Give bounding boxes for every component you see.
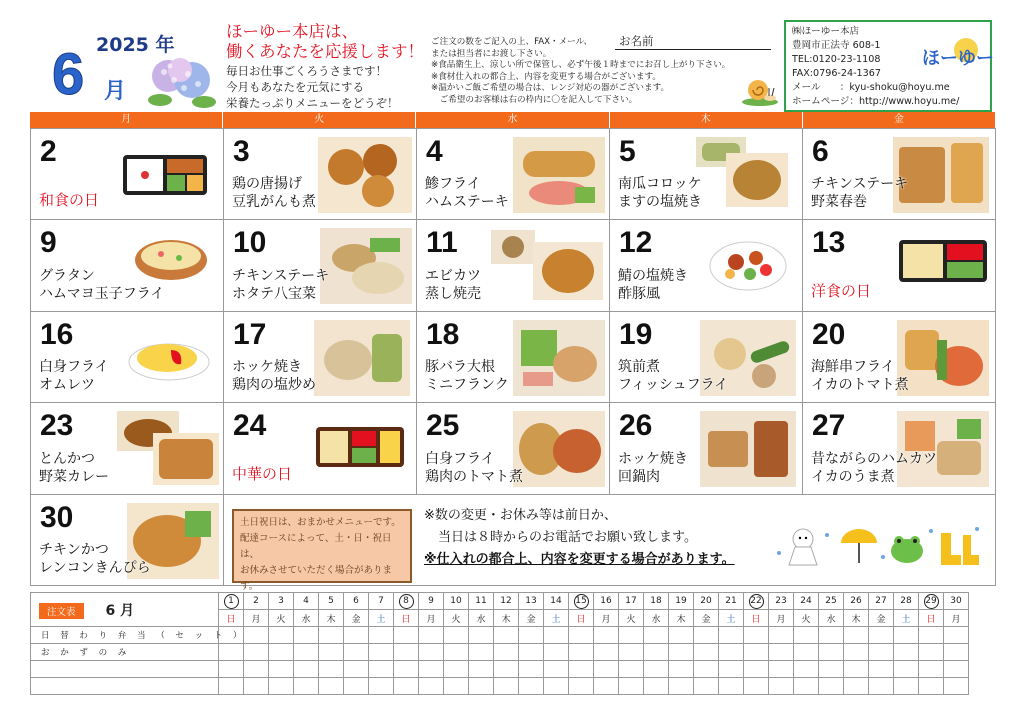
order-quantity-cell[interactable] — [369, 644, 394, 661]
order-quantity-cell[interactable] — [669, 661, 694, 678]
order-weekday: 水 — [469, 610, 494, 627]
order-input-row — [31, 644, 969, 661]
order-quantity-cell[interactable] — [244, 627, 269, 644]
order-quantity-cell[interactable] — [844, 678, 869, 695]
order-date: 16 — [594, 593, 619, 610]
order-quantity-cell[interactable] — [644, 661, 669, 678]
order-input-row — [31, 627, 969, 644]
order-weekday: 土 — [894, 610, 919, 627]
order-weekday: 日 — [919, 610, 944, 627]
order-quantity-cell[interactable] — [594, 627, 619, 644]
order-quantity-cell[interactable] — [294, 644, 319, 661]
order-date: 26 — [844, 593, 869, 610]
order-weekday: 日 — [569, 610, 594, 627]
order-quantity-cell[interactable] — [469, 661, 494, 678]
holiday-note: 土日祝日は、おまかせメニューです。 配達コースによって、土・日・祝日は、 お休みさせていただく場合があります。 — [232, 509, 412, 583]
order-quantity-cell[interactable] — [669, 627, 694, 644]
order-date: 15 — [569, 593, 594, 610]
calendar-day — [417, 403, 610, 494]
order-quantity-cell[interactable] — [944, 661, 969, 678]
dish-names: 鯵フライ ハムステーキ — [425, 176, 509, 211]
order-quantity-cell[interactable] — [269, 661, 294, 678]
calendar-day — [610, 129, 803, 220]
calendar-day — [803, 129, 996, 220]
order-date: 29 — [919, 593, 944, 610]
hydrangea-icon — [140, 50, 222, 114]
order-weekday: 火 — [444, 610, 469, 627]
order-quantity-cell[interactable] — [494, 627, 519, 644]
food-photo — [491, 230, 535, 264]
order-quantity-cell[interactable] — [694, 661, 719, 678]
dish-names: 鯖の塩焼き 酢豚風 — [618, 267, 688, 302]
order-quantity-cell[interactable] — [719, 661, 744, 678]
order-quantity-cell[interactable] — [269, 644, 294, 661]
order-weekday: 水 — [819, 610, 844, 627]
dish-names: グラタン ハムマヨ玉子フライ — [39, 267, 165, 302]
order-date: 14 — [544, 593, 569, 610]
food-photo — [513, 320, 605, 396]
order-date: 19 — [669, 593, 694, 610]
order-quantity-cell[interactable] — [644, 627, 669, 644]
order-date: 30 — [944, 593, 969, 610]
order-weekday: 金 — [344, 610, 369, 627]
food-photo — [314, 320, 410, 396]
greeting-text: 毎日お仕事ごくろうさまです！ 今月もあなたを元気にする 栄養たっぷりメニューをどうぞ！ — [226, 64, 399, 110]
calendar-day — [803, 312, 996, 403]
calendar-day — [803, 403, 996, 494]
order-weekday: 水 — [644, 610, 669, 627]
order-row-label: お か ず の み — [31, 644, 219, 661]
order-weekday: 月 — [594, 610, 619, 627]
dish-names: 白身フライ オムレツ — [39, 359, 109, 394]
order-quantity-cell[interactable] — [219, 678, 244, 695]
order-quantity-cell[interactable] — [869, 644, 894, 661]
order-quantity-cell[interactable] — [894, 627, 919, 644]
order-quantity-cell[interactable] — [469, 627, 494, 644]
order-quantity-cell[interactable] — [444, 644, 469, 661]
order-weekday: 日 — [394, 610, 419, 627]
day-number: 9 — [40, 226, 57, 260]
dish-names: ホッケ焼き 鶏肉の塩炒め — [232, 359, 316, 394]
order-weekday: 日 — [219, 610, 244, 627]
order-quantity-cell[interactable] — [669, 678, 694, 695]
omelet-illustration — [127, 332, 211, 384]
order-date: 8 — [394, 593, 419, 610]
calendar-day — [224, 403, 417, 494]
dish-names: 豚バラ大根 ミニフランク — [425, 359, 509, 394]
calendar-day — [31, 312, 224, 403]
company-info: ㈱ほーゆー本店 豊岡市正法寺 608-1 TEL:0120-23-1108 FAX:0796-24-1367 メール ：kyu-shoku@hoyu.me ホームページ：http://www.hoyu.me/ ほーゆー — [784, 20, 992, 112]
order-weekday: 土 — [369, 610, 394, 627]
order-weekday: 土 — [544, 610, 569, 627]
weekday-fri: 金 — [803, 112, 996, 128]
order-quantity-cell[interactable] — [819, 661, 844, 678]
order-weekday: 木 — [844, 610, 869, 627]
day-number: 5 — [619, 135, 636, 168]
order-date: 9 — [419, 593, 444, 610]
order-date: 2 — [244, 593, 269, 610]
order-quantity-cell[interactable] — [219, 661, 244, 678]
order-quantity-cell[interactable] — [369, 661, 394, 678]
dish-names: 筑前煮 フィッシュフライ — [618, 359, 729, 394]
order-input-row — [31, 661, 969, 678]
day-number: 13 — [812, 226, 846, 260]
order-quantity-cell[interactable] — [219, 644, 244, 661]
dish-names: 白身フライ 鶏肉のトマト煮 — [425, 450, 523, 485]
order-weekday: 金 — [519, 610, 544, 627]
order-quantity-cell[interactable] — [544, 627, 569, 644]
calendar-day — [224, 129, 417, 220]
calendar-day — [417, 220, 610, 311]
order-table — [30, 592, 969, 695]
order-date: 3 — [269, 593, 294, 610]
order-weekday: 月 — [944, 610, 969, 627]
order-quantity-cell[interactable] — [244, 678, 269, 695]
order-quantity-cell[interactable] — [719, 644, 744, 661]
order-quantity-cell[interactable] — [319, 661, 344, 678]
calendar-day — [224, 220, 417, 311]
name-label: お名前 — [619, 34, 654, 48]
calendar-day — [31, 129, 224, 220]
order-quantity-cell[interactable] — [944, 627, 969, 644]
subuta-illustration — [706, 234, 790, 294]
order-quantity-cell[interactable] — [769, 644, 794, 661]
food-photo — [320, 228, 412, 304]
order-quantity-cell[interactable] — [369, 678, 394, 695]
order-quantity-cell[interactable] — [694, 644, 719, 661]
special-day-label: 中華の日 — [232, 465, 293, 484]
order-quantity-cell[interactable] — [544, 678, 569, 695]
order-title-cell — [31, 593, 219, 627]
order-date: 28 — [894, 593, 919, 610]
order-quantity-cell[interactable] — [294, 627, 319, 644]
day-number: 2 — [40, 135, 57, 168]
dish-names: ホッケ焼き 回鍋肉 — [618, 450, 688, 485]
order-quantity-cell[interactable] — [294, 661, 319, 678]
weekday-bar — [30, 112, 996, 128]
calendar-day — [31, 495, 224, 586]
menu-calendar — [30, 128, 996, 592]
day-number: 20 — [812, 317, 846, 351]
order-quantity-cell[interactable] — [769, 627, 794, 644]
dish-names: チキンかつ レンコンきんぴら — [39, 542, 151, 576]
order-quantity-cell[interactable] — [844, 661, 869, 678]
order-quantity-cell[interactable] — [794, 627, 819, 644]
dish-names: 南瓜コロッケ ますの塩焼き — [618, 176, 702, 211]
order-date: 11 — [469, 593, 494, 610]
order-quantity-cell[interactable] — [444, 678, 469, 695]
order-date: 5 — [319, 593, 344, 610]
order-weekday: 火 — [619, 610, 644, 627]
order-quantity-cell[interactable] — [544, 661, 569, 678]
order-input-row — [31, 678, 969, 695]
day-number: 27 — [812, 409, 846, 443]
order-quantity-cell[interactable] — [344, 661, 369, 678]
day-number: 18 — [426, 317, 460, 351]
order-tag: 注文表 — [39, 603, 84, 619]
dish-names: 海鮮串フライ イカのトマト煮 — [811, 359, 909, 394]
header — [30, 16, 996, 112]
order-quantity-cell[interactable] — [619, 661, 644, 678]
order-date: 12 — [494, 593, 519, 610]
order-weekday: 木 — [319, 610, 344, 627]
order-date: 13 — [519, 593, 544, 610]
weekday-tue: 火 — [223, 112, 416, 128]
order-quantity-cell[interactable] — [819, 644, 844, 661]
notice-area — [224, 495, 996, 592]
calendar-day — [417, 129, 610, 220]
order-quantity-cell[interactable] — [944, 678, 969, 695]
snail-icon — [738, 72, 780, 108]
food-photo — [513, 411, 605, 487]
day-number: 16 — [40, 317, 74, 351]
order-quantity-cell[interactable] — [644, 678, 669, 695]
special-day-label: 洋食の日 — [811, 282, 872, 301]
order-quantity-cell[interactable] — [844, 627, 869, 644]
order-quantity-cell[interactable] — [419, 678, 444, 695]
order-quantity-cell[interactable] — [869, 661, 894, 678]
order-date: 27 — [869, 593, 894, 610]
order-weekday: 火 — [794, 610, 819, 627]
day-number: 3 — [233, 135, 250, 168]
order-quantity-cell[interactable] — [319, 678, 344, 695]
order-month: 6 月 — [105, 602, 135, 619]
order-quantity-cell[interactable] — [644, 644, 669, 661]
day-number: 19 — [619, 317, 653, 351]
weekday-thu: 木 — [610, 112, 803, 128]
order-quantity-cell[interactable] — [619, 678, 644, 695]
calendar-day — [31, 220, 224, 311]
order-quantity-cell[interactable] — [569, 627, 594, 644]
dish-names: チキンステーキ 野菜春巻 — [811, 176, 909, 211]
month-kanji: 月 — [104, 79, 127, 104]
order-quantity-cell[interactable] — [744, 661, 769, 678]
order-quantity-cell[interactable] — [519, 678, 544, 695]
order-quantity-cell[interactable] — [469, 678, 494, 695]
order-date: 7 — [369, 593, 394, 610]
order-weekday: 月 — [244, 610, 269, 627]
order-quantity-cell[interactable] — [719, 678, 744, 695]
order-quantity-cell[interactable] — [744, 644, 769, 661]
day-number: 10 — [233, 226, 267, 260]
order-quantity-cell[interactable] — [819, 627, 844, 644]
order-quantity-cell[interactable] — [419, 627, 444, 644]
order-quantity-cell[interactable] — [544, 644, 569, 661]
year-label: 2025 年 — [96, 34, 175, 56]
order-quantity-cell[interactable] — [769, 661, 794, 678]
order-quantity-cell[interactable] — [419, 661, 444, 678]
order-quantity-cell[interactable] — [944, 644, 969, 661]
order-quantity-cell[interactable] — [594, 644, 619, 661]
order-quantity-cell[interactable] — [619, 627, 644, 644]
order-quantity-cell[interactable] — [444, 627, 469, 644]
order-row-label — [31, 661, 219, 678]
order-quantity-cell[interactable] — [919, 627, 944, 644]
month-number: 6 — [52, 42, 85, 107]
bento-illustration — [314, 423, 406, 471]
order-quantity-cell[interactable] — [519, 661, 544, 678]
calendar-day — [610, 403, 803, 494]
dish-names: 昔ながらのハムカツ イカのうま煮 — [811, 450, 937, 485]
order-quantity-cell[interactable] — [894, 644, 919, 661]
order-quantity-cell[interactable] — [819, 678, 844, 695]
order-quantity-cell[interactable] — [619, 644, 644, 661]
order-quantity-cell[interactable] — [369, 627, 394, 644]
order-quantity-cell[interactable] — [794, 644, 819, 661]
order-quantity-cell[interactable] — [869, 627, 894, 644]
order-weekday: 日 — [744, 610, 769, 627]
order-quantity-cell[interactable] — [794, 678, 819, 695]
order-quantity-cell[interactable] — [519, 644, 544, 661]
order-quantity-cell[interactable] — [344, 644, 369, 661]
dish-names: チキンステーキ ホタテ八宝菜 — [232, 267, 330, 302]
order-quantity-cell[interactable] — [419, 644, 444, 661]
calendar-day — [610, 312, 803, 403]
order-quantity-cell[interactable] — [494, 678, 519, 695]
order-notes: ご注文の数をご記入の上、FAX・メール、 または担当者にお渡し下さい。 ※食品衛生上、涼しい所で保管し、必ず午後１時までにお召し上がり下さい。 ※食材仕入れの都合上、内容を変更する場合がございます。 ※温かいご飯ご希望の場合は、レンジ対応の器がございます。 ご希望のお客様は右の枠内に〇を記入して下さい。 — [431, 37, 731, 105]
order-quantity-cell[interactable] — [594, 661, 619, 678]
order-quantity-cell[interactable] — [794, 661, 819, 678]
order-quantity-cell[interactable] — [344, 678, 369, 695]
calendar-day — [803, 220, 996, 311]
order-quantity-cell[interactable] — [844, 644, 869, 661]
order-date: 24 — [794, 593, 819, 610]
order-quantity-cell[interactable] — [694, 678, 719, 695]
order-date: 1 — [219, 593, 244, 610]
calendar-day — [417, 312, 610, 403]
order-quantity-cell[interactable] — [244, 644, 269, 661]
order-quantity-cell[interactable] — [769, 678, 794, 695]
day-number: 6 — [812, 135, 829, 168]
order-quantity-cell[interactable] — [269, 678, 294, 695]
day-number: 23 — [40, 409, 74, 443]
order-quantity-cell[interactable] — [394, 678, 419, 695]
calendar-day — [610, 220, 803, 311]
food-photo — [700, 411, 796, 487]
order-quantity-cell[interactable] — [319, 627, 344, 644]
order-weekday: 木 — [494, 610, 519, 627]
order-quantity-cell[interactable] — [569, 644, 594, 661]
order-quantity-cell[interactable] — [919, 661, 944, 678]
order-quantity-cell[interactable] — [919, 678, 944, 695]
order-quantity-cell[interactable] — [894, 661, 919, 678]
order-weekday: 水 — [294, 610, 319, 627]
day-number: 12 — [619, 226, 653, 260]
food-photo — [513, 137, 605, 213]
order-date: 6 — [344, 593, 369, 610]
rainy-season-decoration — [771, 523, 983, 569]
dish-names: 鶏の唐揚げ 豆乳がんも煮 — [232, 176, 316, 211]
order-weekday: 月 — [419, 610, 444, 627]
special-day-label: 和食の日 — [39, 191, 100, 209]
order-date: 4 — [294, 593, 319, 610]
order-quantity-cell[interactable] — [394, 627, 419, 644]
order-quantity-cell[interactable] — [719, 627, 744, 644]
order-quantity-cell[interactable] — [294, 678, 319, 695]
bento-illustration — [897, 236, 989, 286]
food-photo — [533, 242, 603, 300]
day-number: 30 — [40, 500, 74, 534]
order-quantity-cell[interactable] — [319, 644, 344, 661]
order-quantity-cell[interactable] — [494, 644, 519, 661]
day-number: 4 — [426, 135, 443, 168]
order-row-label — [31, 678, 219, 695]
order-quantity-cell[interactable] — [469, 644, 494, 661]
order-quantity-cell[interactable] — [694, 627, 719, 644]
svg-text:ほーゆー: ほーゆー — [922, 48, 994, 69]
day-number: 24 — [233, 409, 267, 443]
order-quantity-cell[interactable] — [669, 644, 694, 661]
order-date: 20 — [694, 593, 719, 610]
food-photo — [153, 433, 219, 485]
day-number: 26 — [619, 409, 653, 443]
order-weekday: 木 — [669, 610, 694, 627]
order-quantity-cell[interactable] — [394, 644, 419, 661]
order-date: 18 — [644, 593, 669, 610]
change-notice: ※数の変更・お休み等は前日か、 当日は８時からのお電話でお願い致します。 ※仕入れの都合上、内容を変更する場合があります。 — [424, 507, 735, 567]
order-row-label: 日 替 わ り 弁 当 （ セ ッ ト ） — [31, 627, 219, 644]
order-quantity-cell[interactable] — [269, 627, 294, 644]
order-date: 25 — [819, 593, 844, 610]
bento-illustration — [119, 145, 211, 199]
order-date: 10 — [444, 593, 469, 610]
order-quantity-cell[interactable] — [744, 678, 769, 695]
order-date: 23 — [769, 593, 794, 610]
weekday-mon: 月 — [30, 112, 223, 128]
order-quantity-cell[interactable] — [569, 661, 594, 678]
order-quantity-cell[interactable] — [894, 678, 919, 695]
food-photo — [726, 153, 788, 207]
order-weekday: 金 — [694, 610, 719, 627]
slogan: ほーゆー本店は、 働くあなたを応援します！ — [226, 22, 424, 61]
food-photo — [897, 320, 989, 396]
order-weekday: 火 — [269, 610, 294, 627]
order-weekday: 土 — [719, 610, 744, 627]
order-quantity-cell[interactable] — [594, 678, 619, 695]
calendar-day — [224, 312, 417, 403]
company-logo — [920, 30, 994, 76]
order-quantity-cell[interactable] — [744, 627, 769, 644]
order-quantity-cell[interactable] — [869, 678, 894, 695]
order-date: 22 — [744, 593, 769, 610]
day-number: 17 — [233, 317, 267, 351]
food-photo — [318, 137, 412, 213]
order-quantity-cell[interactable] — [244, 661, 269, 678]
order-quantity-cell[interactable] — [344, 627, 369, 644]
order-quantity-cell[interactable] — [919, 644, 944, 661]
dish-names: とんかつ 野菜カレー — [39, 450, 109, 485]
order-weekday: 月 — [769, 610, 794, 627]
order-date: 17 — [619, 593, 644, 610]
order-quantity-cell[interactable] — [519, 627, 544, 644]
calendar-day — [31, 403, 224, 494]
dish-names: エビカツ 蒸し焼売 — [425, 267, 481, 302]
day-number: 11 — [426, 226, 458, 260]
order-quantity-cell[interactable] — [394, 661, 419, 678]
order-quantity-cell[interactable] — [444, 661, 469, 678]
order-date: 21 — [719, 593, 744, 610]
order-weekday: 金 — [869, 610, 894, 627]
day-number: 25 — [426, 409, 460, 443]
weekday-wed: 水 — [416, 112, 609, 128]
order-quantity-cell[interactable] — [494, 661, 519, 678]
order-quantity-cell[interactable] — [569, 678, 594, 695]
order-date-row — [31, 593, 969, 610]
name-field[interactable] — [615, 49, 771, 50]
